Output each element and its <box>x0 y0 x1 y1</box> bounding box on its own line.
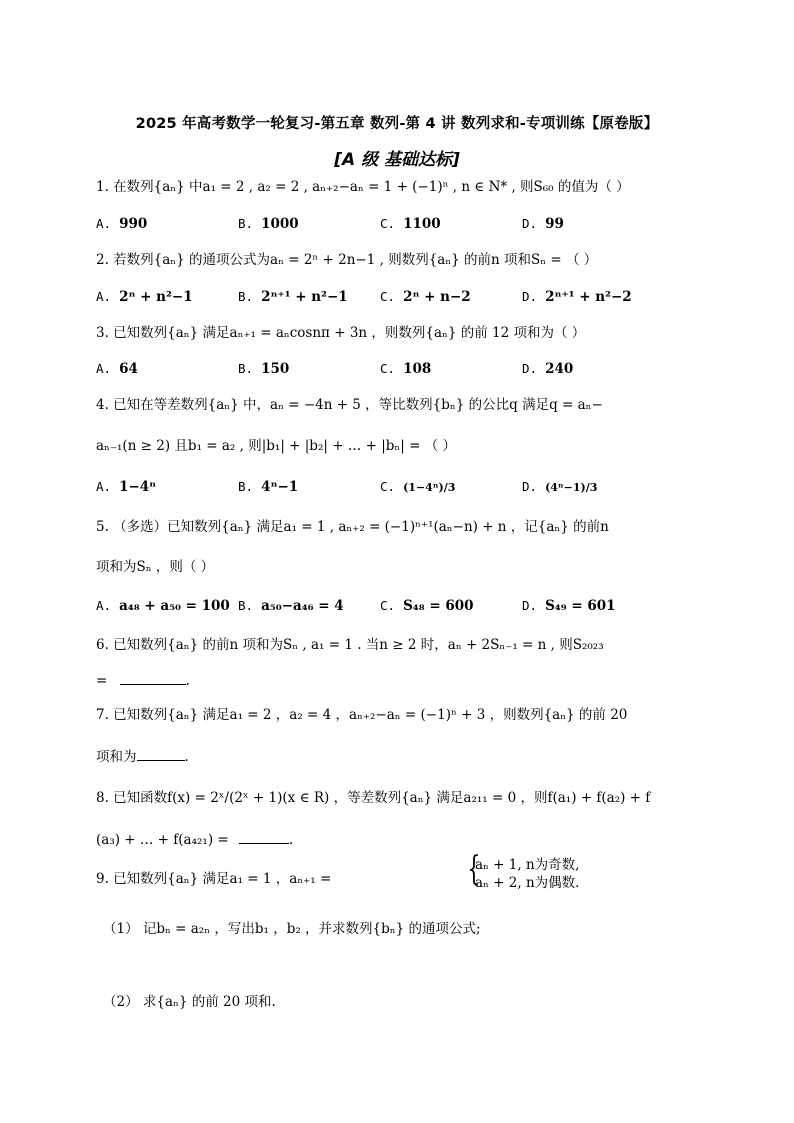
q1-option-d: D. 99 <box>522 216 564 232</box>
q5-option-d: D. S₄₉ = 601 <box>522 598 616 614</box>
question-7-stem-line-1: 7. 已知数列{aₙ} 满足a₁ = 2 ，a₂ = 4 ，aₙ₊₂−aₙ = (−1)ⁿ + 3 ，则数列{aₙ} 的前 20 <box>96 707 628 723</box>
question-9-part-2: （2） 求{aₙ} 的前 20 项和. <box>103 994 276 1010</box>
question-9-part-1: （1） 记bₙ = a₂ₙ ，写出b₁ ，b₂ ，并求数列{bₙ} 的通项公式; <box>103 921 481 937</box>
q2-option-b: B. 2ⁿ⁺¹ + n²−1 <box>238 289 348 305</box>
document-title: 2025 年高考数学一轮复习-第五章 数列-第 4 讲 数列求和-专项训练【原卷版】 <box>135 116 659 132</box>
question-2-stem: 2. 若数列{aₙ} 的通项公式为aₙ = 2ⁿ + 2n−1 , 则数列{aₙ} 的前n 项和Sₙ = （ ） <box>96 252 598 268</box>
piecewise-cases <box>475 856 579 892</box>
q5-option-b: B. a₅₀−a₄₆ = 4 <box>238 598 344 614</box>
q4-option-d: D. (4ⁿ−1)/3 <box>522 479 598 494</box>
question-6-stem-line-2: = . <box>96 670 190 691</box>
question-9-stem: 9. 已知数列{aₙ} 满足a₁ = 1 ，aₙ₊₁ = <box>96 871 332 887</box>
q8-answer-blank[interactable] <box>239 829 289 844</box>
question-3-stem: 3. 已知数列{aₙ} 满足aₙ₊₁ = aₙcosnπ + 3n ，则数列{aₙ} 的前 12 项和为（ ） <box>96 325 586 341</box>
question-6-stem-line-1: 6. 已知数列{aₙ} 的前n 项和为Sₙ , a₁ = 1 . 当n ≥ 2 时，aₙ + 2Sₙ₋₁ = n , 则S₂₀₂₃ <box>96 637 604 653</box>
q1-option-c: C. 1100 <box>380 216 441 232</box>
q3-option-c: C. 108 <box>380 361 432 377</box>
piecewise-case-even: aₙ + 2, n为偶数. <box>475 875 580 891</box>
q1-option-b: B. 1000 <box>238 216 299 232</box>
question-8-stem-line-2: (a₃) + … + f(a₄₂₁) = . <box>96 829 293 850</box>
q5-option-c: C. S₄₈ = 600 <box>380 598 474 614</box>
question-8-stem-line-1: 8. 已知函数f(x) = 2ˣ/(2ˣ + 1)(x ∈ R) ，等差数列{aₙ} 满足a₂₁₁ = 0 ，则f(a₁) + f(a₂) + f <box>96 790 651 806</box>
q3-option-d: D. 240 <box>522 361 574 377</box>
q3-option-b: B. 150 <box>238 361 290 377</box>
section-heading: [A 级 基础达标] <box>334 150 460 170</box>
question-4-stem-line-1: 4. 已知在等差数列{aₙ} 中，aₙ = −4n + 5 ，等比数列{bₙ} 的公比q 满足q = aₙ− <box>96 397 603 413</box>
q4-option-c: C. (1−4ⁿ)/3 <box>380 479 456 494</box>
q2-option-d: D. 2ⁿ⁺¹ + n²−2 <box>522 289 632 305</box>
piecewise-brace: { <box>467 849 481 889</box>
q1-option-a: A. 990 <box>96 216 148 232</box>
question-1-stem: 1. 在数列{aₙ} 中a₁ = 2 , a₂ = 2 , aₙ₊₂−aₙ = 1 + (−1)ⁿ , n ∈ N* , 则S₆₀ 的值为（ ） <box>96 179 630 195</box>
question-4-stem-line-2: aₙ₋₁(n ≥ 2) 且b₁ = a₂ , 则|b₁| + |b₂| + … + |bₙ| = （ ） <box>96 438 456 454</box>
question-5-stem-line-1: 5. （多选）已知数列{aₙ} 满足a₁ = 1 , aₙ₊₂ = (−1)ⁿ⁺¹(aₙ−n) + n ，记{aₙ} 的前n <box>96 519 609 535</box>
q2-option-c: C. 2ⁿ + n−2 <box>380 289 471 305</box>
piecewise-case-odd: aₙ + 1, n为奇数, <box>475 857 580 873</box>
q4-option-a: A. 1−4ⁿ <box>96 479 157 495</box>
q4-option-b: B. 4ⁿ−1 <box>238 479 299 495</box>
q6-answer-blank[interactable] <box>120 670 186 685</box>
question-7-stem-line-2: 项和为 . <box>96 746 189 767</box>
q3-option-a: A. 64 <box>96 361 138 377</box>
q2-option-a: A. 2ⁿ + n²−1 <box>96 289 193 305</box>
question-5-stem-line-2: 项和为Sₙ ，则（ ） <box>96 559 215 575</box>
q7-answer-blank[interactable] <box>137 746 185 761</box>
q5-option-a: A. a₄₈ + a₅₀ = 100 <box>96 598 230 614</box>
